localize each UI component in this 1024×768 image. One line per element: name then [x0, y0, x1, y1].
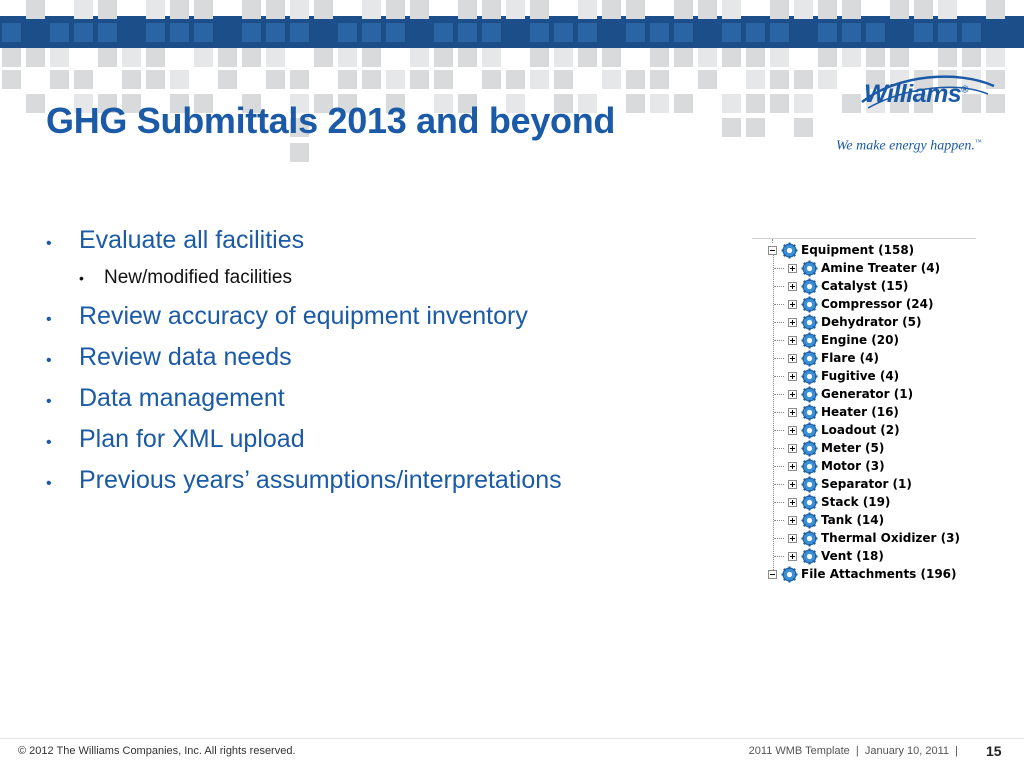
bullet-marker: • — [46, 352, 52, 369]
equipment-tree-screenshot — [752, 238, 976, 581]
mosaic-tile — [458, 0, 477, 19]
gear-icon — [801, 530, 818, 547]
mosaic-tile — [794, 118, 813, 137]
band-tile — [362, 23, 381, 42]
mosaic-tile — [434, 48, 453, 67]
bullet-marker: • — [46, 393, 52, 410]
expand-icon[interactable] — [788, 480, 797, 489]
mosaic-tile — [578, 0, 597, 19]
bullet-marker: • — [46, 434, 52, 451]
tree-node-label: File Attachments (196) — [801, 567, 957, 581]
tree-item[interactable] — [788, 259, 940, 277]
band-tile — [386, 23, 405, 42]
mosaic-tile — [722, 0, 741, 19]
mosaic-tile — [746, 70, 765, 89]
tree-connector — [774, 340, 784, 341]
band-tile — [266, 23, 285, 42]
band-tile — [866, 23, 885, 42]
tree-item[interactable] — [788, 457, 885, 475]
mosaic-tile — [386, 0, 405, 19]
band-tile — [458, 23, 477, 42]
mosaic-tile — [530, 48, 549, 67]
bullet-item — [46, 425, 706, 466]
mosaic-tile — [266, 48, 285, 67]
tree-root-equipment[interactable] — [768, 241, 914, 259]
tree-item[interactable] — [788, 295, 934, 313]
tree-connector — [774, 322, 784, 323]
mosaic-tile — [122, 70, 141, 89]
page-number: 15 — [986, 743, 1002, 759]
mosaic-tile — [50, 70, 69, 89]
mosaic-tile — [602, 48, 621, 67]
mosaic-tile — [362, 48, 381, 67]
expand-icon[interactable] — [788, 300, 797, 309]
expand-icon[interactable] — [788, 318, 797, 327]
tree-item[interactable] — [788, 547, 884, 565]
tree-connector — [774, 304, 784, 305]
mosaic-tile — [890, 48, 909, 67]
mosaic-tile — [506, 0, 525, 19]
mosaic-tile — [770, 48, 789, 67]
gear-icon — [801, 350, 818, 367]
collapse-icon[interactable] — [768, 570, 777, 579]
mosaic-tile — [170, 70, 189, 89]
mosaic-tile — [410, 0, 429, 19]
band-tile — [530, 23, 549, 42]
gear-icon — [801, 476, 818, 493]
expand-icon[interactable] — [788, 426, 797, 435]
expand-icon[interactable] — [788, 264, 797, 273]
mosaic-tile — [338, 48, 357, 67]
tree-item[interactable] — [788, 313, 921, 331]
band-tile — [242, 23, 261, 42]
slide-title: GHG Submittals 2013 and beyond — [46, 100, 616, 141]
band-tile — [650, 23, 669, 42]
tree-node-label: Engine (20) — [821, 333, 899, 347]
bullet-text: New/modified facilities — [104, 267, 292, 288]
tree-node-label: Thermal Oxidizer (3) — [821, 531, 960, 545]
bullet-item — [46, 343, 706, 384]
gear-icon — [801, 548, 818, 565]
tree-connector — [774, 376, 784, 377]
mosaic-tile — [146, 48, 165, 67]
mosaic-tile — [986, 0, 1005, 19]
mosaic-tile — [98, 48, 117, 67]
mosaic-tile — [506, 70, 525, 89]
gear-icon — [801, 278, 818, 295]
tree-connector — [774, 502, 784, 503]
bullet-list — [46, 226, 706, 507]
mosaic-tile — [170, 0, 189, 19]
mosaic-tile — [794, 94, 813, 113]
tree-connector — [774, 412, 784, 413]
mosaic-tile — [74, 0, 93, 19]
mosaic-tile — [626, 70, 645, 89]
mosaic-tile — [218, 70, 237, 89]
mosaic-tile — [578, 48, 597, 67]
mosaic-tile — [674, 48, 693, 67]
tree-item[interactable] — [788, 367, 899, 385]
tree-node-label: Compressor (24) — [821, 297, 934, 311]
band-tile — [194, 23, 213, 42]
footer-copyright: © 2012 The Williams Companies, Inc. All rights reserved. — [18, 745, 296, 757]
expand-icon[interactable] — [788, 336, 797, 345]
bullet-text: Review data needs — [79, 343, 292, 371]
gear-icon — [781, 242, 798, 259]
mosaic-tile — [290, 70, 309, 89]
gear-icon — [801, 422, 818, 439]
logo-wordmark: Williams® — [864, 80, 969, 108]
mosaic-tile — [890, 0, 909, 19]
gear-icon — [801, 314, 818, 331]
gear-icon — [801, 404, 818, 421]
sub-bullet-item — [46, 267, 706, 302]
expand-icon[interactable] — [788, 444, 797, 453]
band-tile — [818, 23, 837, 42]
mosaic-tile — [314, 0, 333, 19]
collapse-icon[interactable] — [768, 246, 777, 255]
mosaic-tile — [650, 94, 669, 113]
tree-node-label: Loadout (2) — [821, 423, 900, 437]
tree-connector — [774, 286, 784, 287]
mosaic-tile — [722, 94, 741, 113]
bullet-text: Review accuracy of equipment inventory — [79, 302, 528, 330]
tree-item[interactable] — [788, 439, 884, 457]
tree-connector — [774, 556, 784, 557]
mosaic-tile — [458, 48, 477, 67]
bullet-marker: • — [46, 311, 52, 328]
bullet-item — [46, 384, 706, 425]
bullet-marker: • — [79, 270, 84, 286]
tree-item[interactable] — [788, 403, 899, 421]
tree-connector — [774, 394, 784, 395]
tree-item[interactable] — [788, 493, 890, 511]
mosaic-tile — [26, 94, 45, 113]
mosaic-tile — [218, 48, 237, 67]
mosaic-tile — [794, 70, 813, 89]
mosaic-tile — [770, 94, 789, 113]
mosaic-tile — [98, 0, 117, 19]
tree-node-label: Stack (19) — [821, 495, 891, 509]
bullet-marker: • — [46, 235, 52, 252]
expand-icon[interactable] — [788, 462, 797, 471]
gear-icon — [801, 386, 818, 403]
mosaic-tile — [266, 0, 285, 19]
mosaic-tile — [938, 0, 957, 19]
expand-icon[interactable] — [788, 372, 797, 381]
band-tile — [914, 23, 933, 42]
band-tile — [626, 23, 645, 42]
mosaic-tile — [482, 70, 501, 89]
tree-node-label: Flare (4) — [821, 351, 879, 365]
band-tile — [842, 23, 861, 42]
tree-connector — [774, 268, 784, 269]
mosaic-tile — [290, 0, 309, 19]
gear-icon — [801, 260, 818, 277]
band-tile — [578, 23, 597, 42]
mosaic-tile — [410, 48, 429, 67]
mosaic-tile — [746, 48, 765, 67]
gear-icon — [781, 566, 798, 583]
tree-root-file-attachments[interactable] — [768, 565, 957, 583]
band-tile — [674, 23, 693, 42]
mosaic-tile — [746, 94, 765, 113]
tree-item[interactable] — [788, 529, 960, 547]
mosaic-tile — [26, 0, 45, 19]
tree-node-label: Fugitive (4) — [821, 369, 900, 383]
mosaic-tile — [602, 0, 621, 19]
mosaic-tile — [794, 0, 813, 19]
tree-connector — [774, 448, 784, 449]
mosaic-tile — [362, 0, 381, 19]
mosaic-tile — [74, 70, 93, 89]
mosaic-tile — [554, 70, 573, 89]
tree-item[interactable] — [788, 475, 912, 493]
band-tile — [938, 23, 957, 42]
mosaic-tile — [938, 48, 957, 67]
tree-node-label: Motor (3) — [821, 459, 885, 473]
gear-icon — [801, 368, 818, 385]
mosaic-tile — [2, 70, 21, 89]
band-tile — [434, 23, 453, 42]
tree-item[interactable] — [788, 331, 899, 349]
mosaic-tile — [698, 48, 717, 67]
mosaic-tile — [290, 143, 309, 162]
mosaic-tile — [122, 48, 141, 67]
band-tile — [50, 23, 69, 42]
gear-icon — [801, 494, 818, 511]
expand-icon[interactable] — [788, 354, 797, 363]
footer-template-info: 2011 WMB Template | January 10, 2011 | — [748, 745, 958, 757]
mosaic-tile — [818, 70, 837, 89]
expand-icon[interactable] — [788, 552, 797, 561]
mosaic-tile — [770, 0, 789, 19]
tree-connector — [774, 358, 784, 359]
mosaic-tile — [818, 48, 837, 67]
gear-icon — [801, 440, 818, 457]
bullet-item — [46, 466, 706, 507]
mosaic-tile — [410, 70, 429, 89]
band-tile — [170, 23, 189, 42]
mosaic-tile — [146, 70, 165, 89]
mosaic-tile — [26, 48, 45, 67]
mosaic-tile — [650, 48, 669, 67]
mosaic-tile — [842, 48, 861, 67]
mosaic-tile — [602, 70, 621, 89]
mosaic-tile — [722, 118, 741, 137]
tree-connector — [774, 520, 784, 521]
tree-node-label: Separator (1) — [821, 477, 912, 491]
mosaic-tile — [554, 48, 573, 67]
mosaic-tile — [626, 94, 645, 113]
band-tile — [74, 23, 93, 42]
tree-node-label: Tank (14) — [821, 513, 885, 527]
bullet-marker: • — [46, 475, 52, 492]
mosaic-tile — [194, 0, 213, 19]
bullet-item — [46, 302, 706, 343]
expand-icon[interactable] — [788, 408, 797, 417]
mosaic-tile — [770, 70, 789, 89]
mosaic-tile — [698, 70, 717, 89]
mosaic-tile — [722, 48, 741, 67]
expand-icon[interactable] — [788, 390, 797, 399]
bullet-text: Plan for XML upload — [79, 425, 305, 453]
gear-icon — [801, 332, 818, 349]
gear-icon — [801, 296, 818, 313]
expand-icon[interactable] — [788, 282, 797, 291]
bullet-text: Data management — [79, 384, 285, 412]
mosaic-tile — [194, 48, 213, 67]
tree-item[interactable] — [788, 511, 884, 529]
tree-node-label: Heater (16) — [821, 405, 899, 419]
mosaic-tile — [50, 48, 69, 67]
tree-node-label: Amine Treater (4) — [821, 261, 941, 275]
expand-icon[interactable] — [788, 534, 797, 543]
mosaic-tile — [986, 48, 1005, 67]
band-tile — [554, 23, 573, 42]
band-tile — [146, 23, 165, 42]
mosaic-tile — [746, 118, 765, 137]
tree-connector — [774, 484, 784, 485]
mosaic-tile — [914, 0, 933, 19]
bullet-text: Evaluate all facilities — [79, 226, 305, 254]
gear-icon — [801, 512, 818, 529]
tree-connector — [774, 430, 784, 431]
mosaic-tile — [866, 48, 885, 67]
mosaic-tile — [386, 70, 405, 89]
logo-tagline: We make energy happen.™ — [836, 138, 982, 154]
mosaic-tile — [650, 70, 669, 89]
mosaic-tile — [242, 48, 261, 67]
expand-icon[interactable] — [788, 498, 797, 507]
tree-connector — [774, 538, 784, 539]
band-tile — [98, 23, 117, 42]
mosaic-tile — [482, 0, 501, 19]
williams-logo — [836, 72, 1006, 162]
mosaic-tile — [818, 0, 837, 19]
mosaic-tile — [362, 70, 381, 89]
mosaic-tile — [338, 70, 357, 89]
mosaic-tile — [146, 0, 165, 19]
tree-item[interactable] — [788, 349, 879, 367]
mosaic-tile — [842, 0, 861, 19]
mosaic-tile — [2, 48, 21, 67]
mosaic-tile — [674, 0, 693, 19]
tree-node-label: Equipment (158) — [801, 243, 915, 257]
tree-node-label: Meter (5) — [821, 441, 885, 455]
mosaic-tile — [482, 48, 501, 67]
tree-item[interactable] — [788, 277, 908, 295]
mosaic-tile — [626, 0, 645, 19]
mosaic-tile — [242, 0, 261, 19]
bullet-text: Previous years’ assumptions/interpretations — [79, 466, 562, 494]
mosaic-tile — [698, 0, 717, 19]
band-tile — [290, 23, 309, 42]
tree-node-label: Vent (18) — [821, 549, 884, 563]
mosaic-tile — [314, 48, 333, 67]
expand-icon[interactable] — [788, 516, 797, 525]
mosaic-tile — [962, 48, 981, 67]
band-tile — [746, 23, 765, 42]
gear-icon — [801, 458, 818, 475]
tree-node-label: Catalyst (15) — [821, 279, 909, 293]
band-tile — [482, 23, 501, 42]
mosaic-tile — [530, 70, 549, 89]
tree-item[interactable] — [788, 385, 913, 403]
tree-connector — [774, 466, 784, 467]
band-tile — [962, 23, 981, 42]
mosaic-tile — [266, 70, 285, 89]
band-tile — [770, 23, 789, 42]
tree-item[interactable] — [788, 421, 900, 439]
mosaic-tile — [434, 70, 453, 89]
band-tile — [722, 23, 741, 42]
mosaic-tile — [674, 94, 693, 113]
tree-node-label: Generator (1) — [821, 387, 914, 401]
tree-node-label: Dehydrator (5) — [821, 315, 922, 329]
band-tile — [338, 23, 357, 42]
mosaic-tile — [530, 0, 549, 19]
band-tile — [2, 23, 21, 42]
footer-divider — [0, 738, 1024, 739]
bullet-item — [46, 226, 706, 267]
